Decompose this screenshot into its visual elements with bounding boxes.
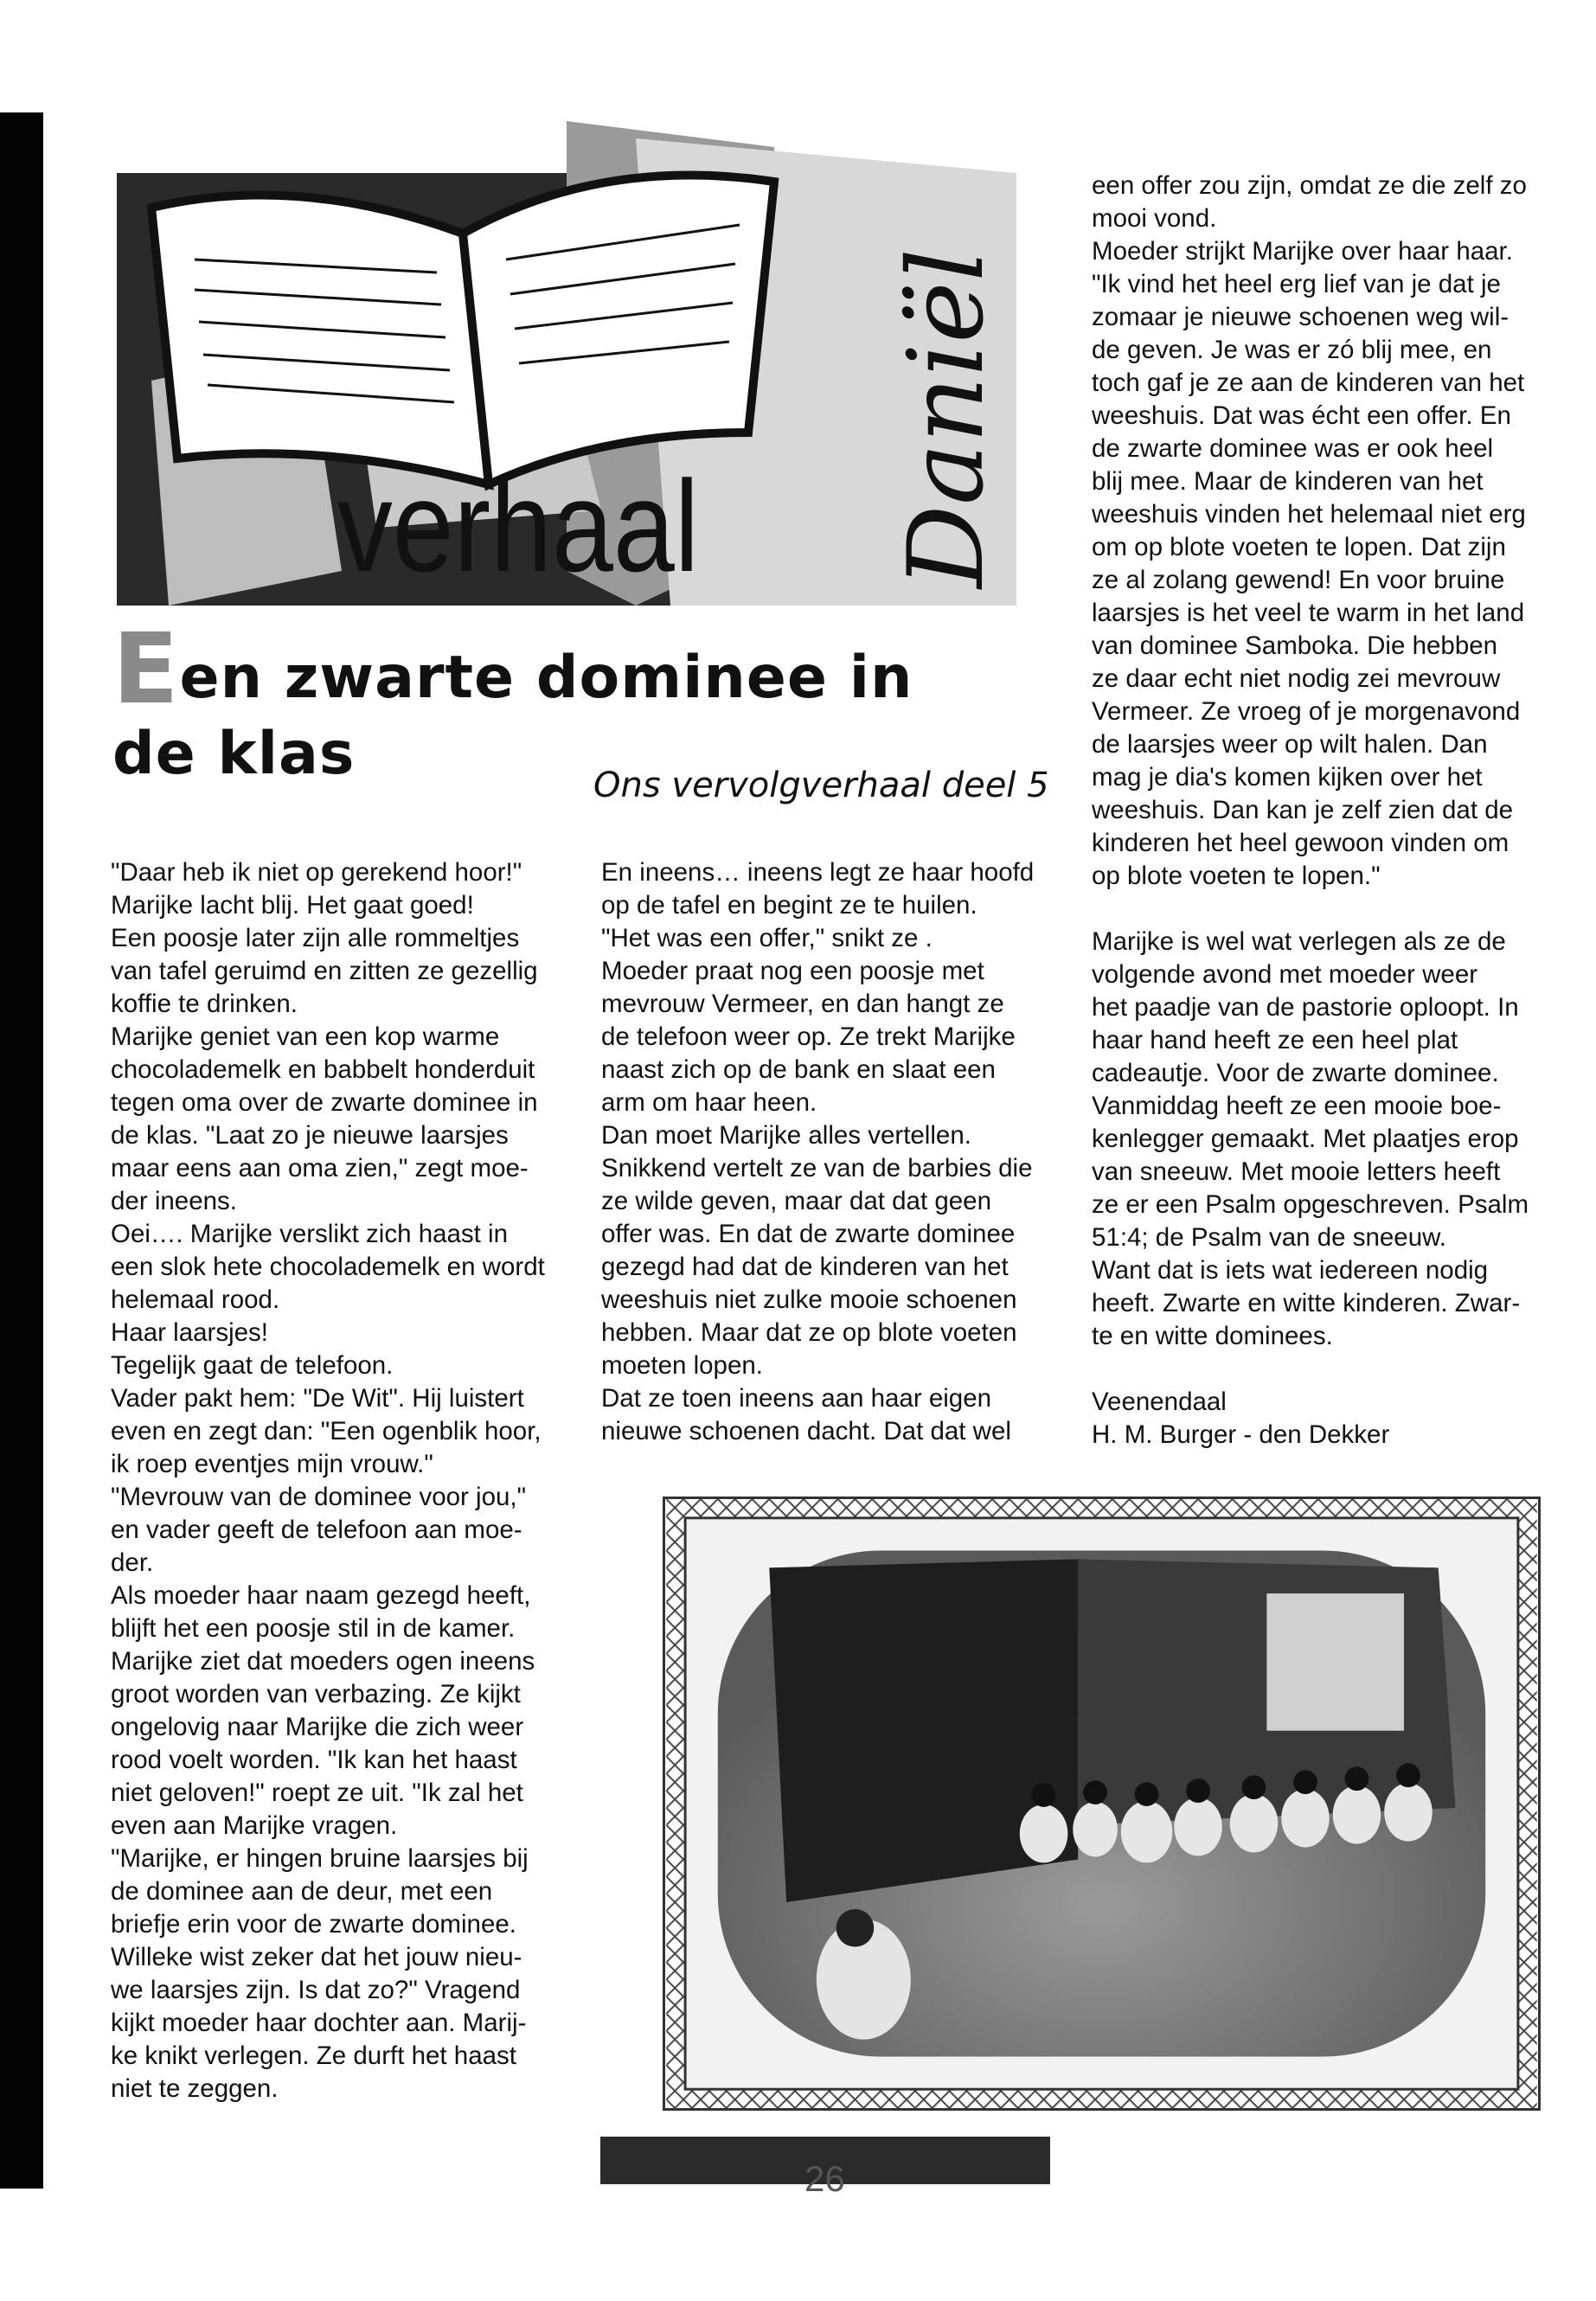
text-line: kijkt moeder haar dochter aan. Marij- [111,2009,527,2037]
text-line: even aan Marijke vragen. [111,1811,398,1840]
text-line: niet geloven!" roept ze uit. "Ik zal het [111,1779,523,1807]
text-line: cadeautje. Voor de zwarte dominee. [1092,1059,1499,1087]
text-line: ze al zolang gewend! En voor bruine [1092,566,1505,594]
title-line-2: de klas [112,720,356,788]
column-right [1092,170,1550,1452]
text-line: Marijke lacht blij. Het gaat goed! [111,891,474,920]
photo-image [665,1499,1538,2108]
text-line: Haar laarsjes! [111,1318,268,1347]
text-line: naast zich op de bank en slaat een [601,1055,996,1084]
text-line: rood voelt worden. "Ik kan het haast [111,1746,517,1774]
text-line: Marijke geniet van een kop warme [111,1022,500,1051]
text-line: en vader geeft de telefoon aan moe- [111,1516,522,1544]
text-line: weeshuis. Dat was écht een offer. En [1092,401,1511,430]
text-line: een offer zou zijn, omdat ze die zelf zo [1092,171,1527,200]
text-line: heeft. Zwarte en witte kinderen. Zwar- [1092,1289,1521,1317]
text-line: Moeder strijkt Marijke over haar haar. [1092,237,1513,266]
text-line: Vader pakt hem: "De Wit". Hij luistert [111,1384,524,1413]
text-line: Marijke ziet dat moeders ogen ineens [111,1647,535,1676]
text-line: briefje erin voor de zwarte dominee. [111,1910,516,1939]
script-word: Daniël [887,248,1007,588]
text-line: koffie te drinken. [111,990,298,1018]
text-line: we laarsjes zijn. Is dat zo?" Vragend [111,1976,521,2004]
text-line: kinderen het heel gewoon vinden om [1092,829,1509,857]
text-line: weeshuis vinden het helemaal niet erg [1092,500,1526,529]
text-line: weeshuis. Dan kan je zelf zien dat de [1092,796,1514,824]
text-line: "Mevrouw van de dominee voor jou," [111,1483,527,1511]
text-line: op de tafel en begint ze te huilen. [601,891,977,920]
article-subtitle: Ons vervolgverhaal deel 5 [593,766,1049,805]
photo-frame [663,1497,1541,2111]
text-line: Dan moet Marijke alles vertellen. [601,1121,971,1150]
column-middle [601,856,1073,1448]
text-line: op blote voeten te lopen." [1092,862,1381,890]
text-line: kenlegger gemaakt. Met plaatjes erop [1092,1125,1519,1153]
text-line: Vermeer. Ze vroeg of je morgenavond [1092,697,1521,726]
title-initial: E [112,613,180,726]
section-word: verhaal [337,454,700,599]
text-line: chocolademelk en babbelt honderduit [111,1055,535,1084]
text-line: 51:4; de Psalm van de sneeuw. [1092,1223,1446,1252]
text-line: Moeder praat nog een poosje met [601,957,984,985]
text-line: Veenendaal [1092,1388,1227,1416]
text-line: de geven. Je was er zó blij mee, en [1092,336,1492,364]
text-line: hebben. Maar dat ze op blote voeten [601,1318,1017,1347]
text-line: mooi vond. [1092,204,1217,233]
text-line: te en witte dominees. [1092,1322,1333,1350]
text-line: Tegelijk gaat de telefoon. [111,1351,394,1380]
text-line: om op blote voeten te lopen. Dat zijn [1092,533,1506,561]
text-line: nieuwe schoenen dacht. Dat dat wel [601,1417,1011,1445]
text-line: Want dat is iets wat iedereen nodig [1092,1256,1489,1285]
text-line: zomaar je nieuwe schoenen weg wil- [1092,303,1509,331]
text-line: van tafel geruimd en zitten ze gezellig [111,957,538,985]
text-line: tegen oma over de zwarte dominee in [111,1088,538,1117]
text-line: blijft het een poosje stil in de kamer. [111,1614,516,1643]
text-line: "Ik vind het heel erg lief van je dat je [1092,270,1501,298]
text-line: Marijke is wel wat verlegen als ze de [1092,927,1506,956]
header-banner [117,121,1021,610]
text-line: gezegd had dat de kinderen van het [601,1253,1009,1281]
text-line: de dominee aan de deur, met een [111,1877,493,1906]
text-line: Willeke wist zeker dat het jouw nieu- [111,1943,522,1971]
text-line: ze wilde geven, maar dat dat geen [601,1187,991,1215]
text-line: groot worden van verbazing. Ze kijkt [111,1680,521,1708]
text-line: niet te zeggen. [111,2074,279,2103]
text-line: het paadje van de pastorie oploopt. In [1092,993,1519,1022]
text-line: even en zegt dan: "Een ogenblik hoor, [111,1417,542,1445]
text-line: arm om haar heen. [601,1088,817,1117]
text-line: van dominee Samboka. Die hebben [1092,631,1498,660]
text-line: de klas. "Laat zo je nieuwe laarsjes [111,1121,509,1150]
text-line: ik roep eventjes mijn vrouw." [111,1450,433,1478]
text-line: laarsjes is het veel te warm in het land [1092,599,1525,627]
text-line: de laarsjes weer op wilt halen. Dan [1092,730,1488,759]
text-line: Vanmiddag heeft ze een mooie boe- [1092,1092,1502,1120]
text-line: moeten lopen. [601,1351,763,1380]
text-line: helemaal rood. [111,1285,280,1314]
title-line-1: en zwarte dominee in [179,644,913,712]
text-line: ze daar echt niet nodig zei mevrouw [1092,664,1501,693]
text-line: van sneeuw. Met mooie letters heeft [1092,1157,1501,1186]
paragraph-gap [1092,1353,1550,1386]
text-line: maar eens aan oma zien," zegt moe- [111,1154,529,1183]
text-line: Oei…. Marijke verslikt zich haast in [111,1220,509,1248]
text-line: haar hand heeft ze een heel plat [1092,1026,1458,1054]
text-line: toch gaf je ze aan de kinderen van het [1092,369,1525,397]
text-line: de telefoon weer op. Ze trekt Marijke [601,1022,1016,1051]
text-line: H. M. Burger - den Dekker [1092,1420,1390,1449]
paragraph-gap [1092,893,1550,926]
text-line: ongelovig naar Marijke die zich weer [111,1713,524,1741]
page-number: 26 [804,2158,845,2199]
text-line: Dat ze toen ineens aan haar eigen [601,1384,992,1413]
text-line: der ineens. [111,1187,237,1215]
text-line: der. [111,1548,154,1577]
scan-edge [0,112,43,2189]
column-left [111,856,582,2106]
open-book-icon [117,121,1021,610]
text-line: Als moeder haar naam gezegd heeft, [111,1581,531,1610]
text-line: offer was. En dat de zwarte dominee [601,1220,1016,1248]
text-line: weeshuis niet zulke mooie schoenen [601,1285,1017,1314]
text-line: "Marijke, er hingen bruine laarsjes bij [111,1844,529,1873]
text-line: ze er een Psalm opgeschreven. Psalm [1092,1190,1529,1219]
text-line: Snikkend vertelt ze van de barbies die [601,1154,1033,1183]
text-line: een slok hete chocolademelk en wordt [111,1253,545,1281]
text-line: En ineens… ineens legt ze haar hoofd [601,858,1035,887]
text-line: "Het was een offer," snikt ze . [601,924,933,952]
text-line: ke knikt verlegen. Ze durft het haast [111,2041,516,2070]
text-line: "Daar heb ik niet op gerekend hoor!" [111,858,522,887]
text-line: mevrouw Vermeer, en dan hangt ze [601,990,1004,1018]
text-line: blij mee. Maar de kinderen van het [1092,467,1484,496]
text-line: Een poosje later zijn alle rommeltjes [111,924,520,952]
text-line: volgende avond met moeder weer [1092,960,1478,989]
text-line: mag je dia's komen kijken over het [1092,763,1483,792]
text-line: de zwarte dominee was er ook heel [1092,434,1494,463]
